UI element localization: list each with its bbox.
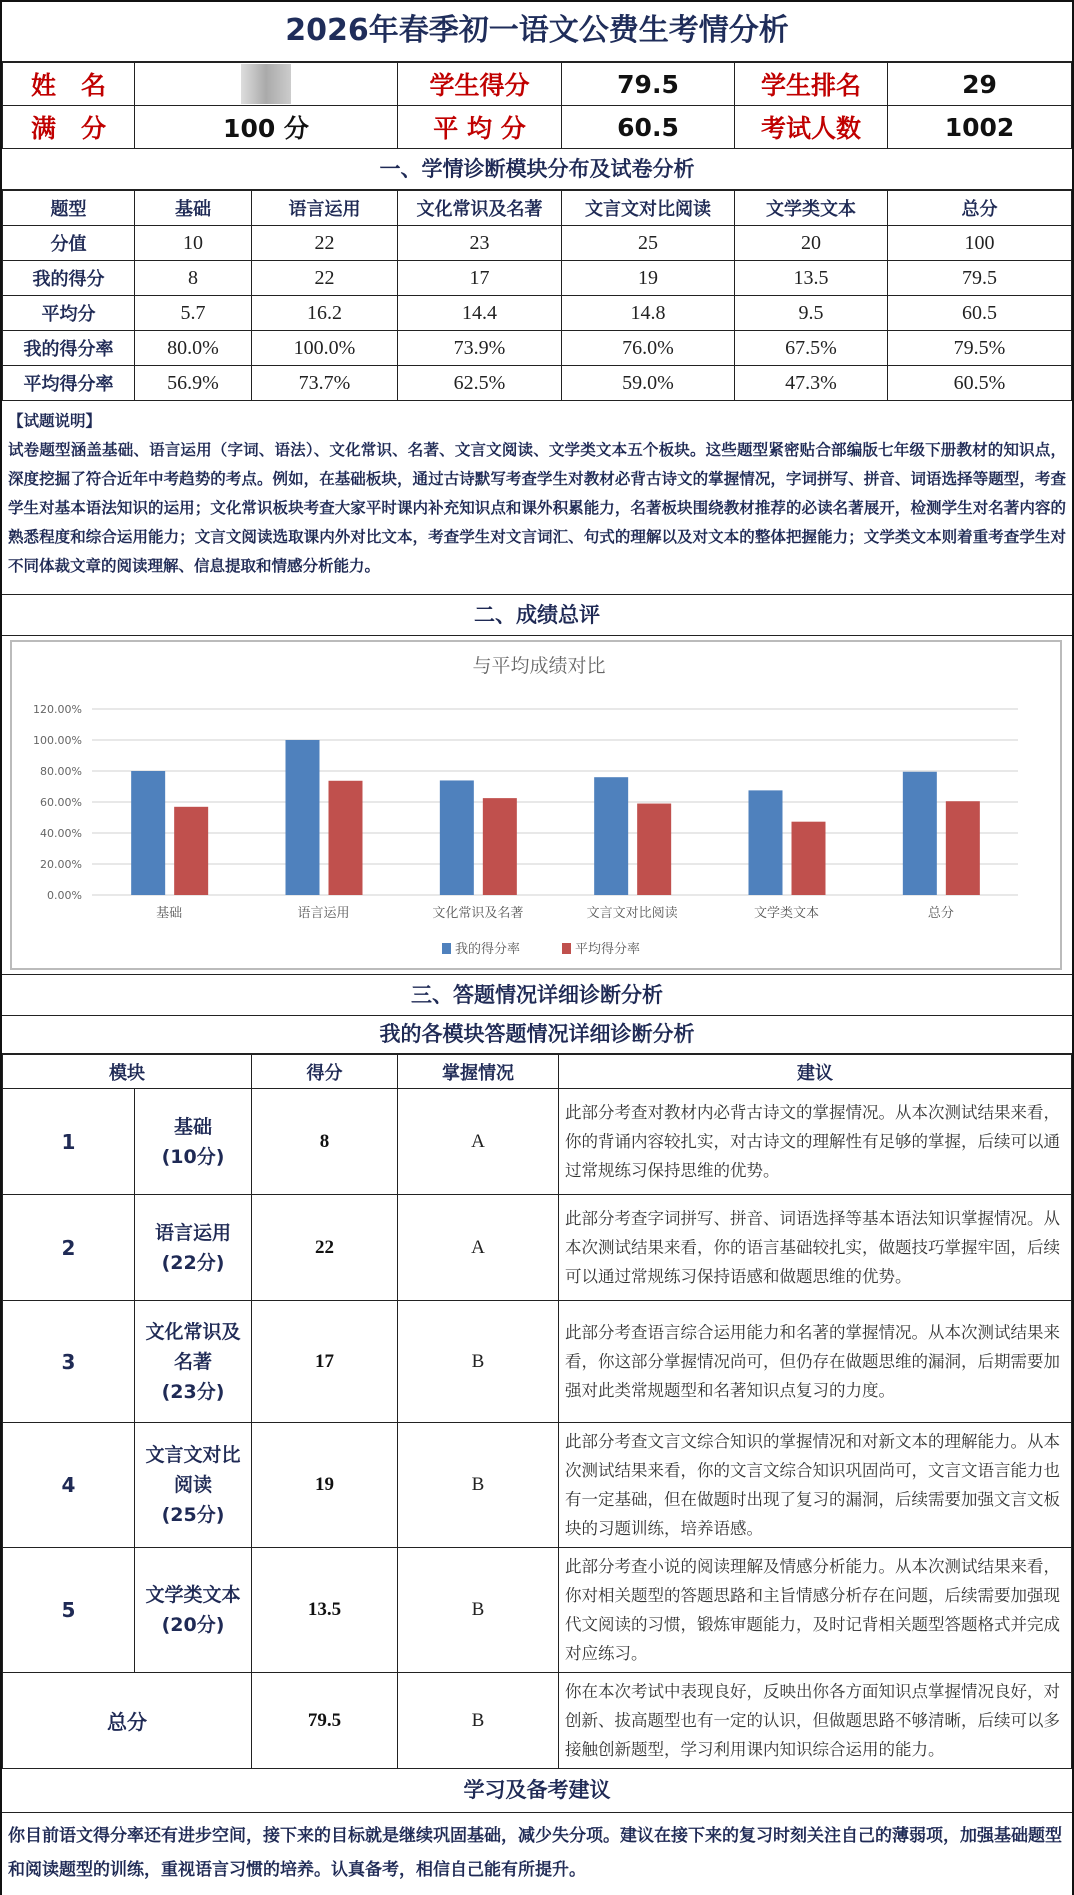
table-cell: 80.0% [135, 331, 252, 366]
module-title: 文学类文本 [145, 1584, 241, 1606]
table-cell: 47.3% [735, 366, 888, 401]
table-cell: 13.5 [735, 261, 888, 296]
name-label: 姓 名 [3, 63, 135, 106]
row-label: 我的得分 [3, 261, 135, 296]
table-row [3, 226, 1072, 261]
total-score: 79.5 [252, 1673, 398, 1769]
student-info-table [2, 62, 1072, 149]
y-tick-label: 120.00% [33, 703, 82, 716]
col-advice: 建议 [559, 1055, 1072, 1089]
col-mastery: 掌握情况 [398, 1055, 559, 1089]
table-row [3, 366, 1072, 401]
module-title: 基础 [173, 1115, 212, 1138]
bar-my-rate [131, 771, 165, 895]
legend-swatch [442, 943, 451, 954]
table-cell: 79.5 [888, 261, 1072, 296]
column-header: 总分 [888, 191, 1072, 226]
table-cell: 19 [562, 261, 735, 296]
row-label: 平均分 [3, 296, 135, 331]
bar-avg-rate [483, 798, 517, 895]
total-grade: B [398, 1673, 559, 1769]
module-full-score: (10分) [161, 1145, 225, 1168]
column-header: 文言文对比阅读 [562, 191, 735, 226]
module-full-score: (22分) [161, 1251, 225, 1274]
legend-label: 平均得分率 [575, 942, 641, 957]
bar-my-rate [903, 772, 937, 895]
column-header: 文化常识及名著 [398, 191, 562, 226]
x-category-label: 基础 [156, 906, 183, 921]
table-cell: 9.5 [735, 296, 888, 331]
study-advice-text: 你目前语文得分率还有进步空间，接下来的目标就是继续巩固基础，减少失分项。建议在接下来的复习时刻关注自己的薄弱项，加强基础题型和阅读题型的训练，重视语言习惯的培养。认真备考，相信自己能有所提升。 [8, 1826, 1062, 1880]
chart-section [2, 636, 1072, 975]
module-row [3, 1089, 1072, 1195]
module-name [135, 1089, 252, 1195]
column-header: 题型 [3, 191, 135, 226]
bar-avg-rate [637, 804, 671, 895]
module-advice: 此部分考查字词拼写、拼音、词语选择等基本语法知识掌握情况。从本次测试结果来看，你的语言基础较扎实，做题技巧掌握牢固，后续可以通过常规练习保持语感和做题思维的优势。 [559, 1195, 1072, 1301]
module-score: 19 [252, 1423, 398, 1548]
table-cell: 23 [398, 226, 562, 261]
table-cell: 79.5% [888, 331, 1072, 366]
module-row [3, 1548, 1072, 1673]
note-title: 【试题说明】 [8, 412, 102, 430]
module-number: 4 [3, 1423, 135, 1548]
bar-avg-rate [329, 781, 363, 895]
module-name [135, 1548, 252, 1673]
column-header: 基础 [135, 191, 252, 226]
detail-diagnosis-table [2, 1054, 1072, 1769]
rank-label: 学生排名 [735, 63, 888, 106]
total-row [3, 1673, 1072, 1769]
table-cell: 62.5% [398, 366, 562, 401]
module-name [135, 1195, 252, 1301]
table-cell: 17 [398, 261, 562, 296]
x-category-label: 文言文对比阅读 [586, 906, 678, 921]
module-number: 1 [3, 1089, 135, 1195]
module-grade: B [398, 1423, 559, 1548]
table-cell: 10 [135, 226, 252, 261]
x-category-label: 总分 [927, 906, 954, 921]
row-label: 我的得分率 [3, 331, 135, 366]
table-cell: 73.9% [398, 331, 562, 366]
section1-heading: 一、学情诊断模块分布及试卷分析 [2, 149, 1072, 190]
col-module: 模块 [3, 1055, 252, 1089]
module-row [3, 1423, 1072, 1548]
section4-heading: 学习及备考建议 [2, 1769, 1072, 1813]
module-score: 13.5 [252, 1548, 398, 1673]
bar-avg-rate [792, 822, 826, 895]
rank-value: 29 [888, 63, 1072, 106]
avg-value: 60.5 [562, 106, 735, 149]
module-row [3, 1195, 1072, 1301]
bar-my-rate [440, 780, 474, 895]
y-tick-label: 100.00% [33, 734, 82, 747]
table-row [3, 296, 1072, 331]
y-tick-label: 80.00% [40, 765, 82, 778]
table-cell: 20 [735, 226, 888, 261]
table-cell: 59.0% [562, 366, 735, 401]
module-number: 3 [3, 1301, 135, 1423]
module-advice: 此部分考查文言文综合知识的掌握情况和对新文本的理解能力。从本次测试结果来看，你的文言文综合知识巩固尚可，文言文语言能力也有一定基础，但在做题时出现了复习的漏洞，后续需要加强文言文板块的习题训练，培养语感。 [559, 1423, 1072, 1548]
module-full-score: (25分) [161, 1504, 225, 1526]
section3-subheading: 我的各模块答题情况详细诊断分析 [2, 1016, 1072, 1054]
table-cell: 60.5% [888, 366, 1072, 401]
table-cell: 14.4 [398, 296, 562, 331]
table-cell: 22 [252, 261, 398, 296]
legend-label: 我的得分率 [455, 942, 521, 957]
module-name [135, 1423, 252, 1548]
bar-my-rate [749, 790, 783, 895]
full-value: 100 分 [135, 106, 398, 149]
module-score: 17 [252, 1301, 398, 1423]
module-title: 语言运用 [154, 1221, 231, 1244]
module-advice: 此部分考查小说的阅读理解及情感分析能力。从本次测试结果来看，你对相关题型的答题思路和主旨情感分析存在问题，后续需要加强现代文阅读的习惯，锻炼审题能力，及时记背相关题型答题格式并完成对应练习。 [559, 1548, 1072, 1673]
section2-heading: 二、成绩总评 [2, 595, 1072, 636]
avg-label: 平 均 分 [398, 106, 562, 149]
module-grade: A [398, 1089, 559, 1195]
report-title: 2026年春季初一语文公费生考情分析 [2, 2, 1072, 62]
module-number: 2 [3, 1195, 135, 1301]
table-row [3, 331, 1072, 366]
score-value: 79.5 [562, 63, 735, 106]
bar-avg-rate [946, 801, 980, 895]
table-cell: 14.8 [562, 296, 735, 331]
col-score: 得分 [252, 1055, 398, 1089]
row-label: 平均得分率 [3, 366, 135, 401]
count-value: 1002 [888, 106, 1072, 149]
chart-frame [10, 640, 1062, 970]
row-label: 分值 [3, 226, 135, 261]
table-cell: 22 [252, 226, 398, 261]
table-cell: 5.7 [135, 296, 252, 331]
name-value [135, 63, 398, 106]
x-category-label: 文学类文本 [753, 906, 820, 921]
section3-heading: 三、答题情况详细诊断分析 [2, 975, 1072, 1016]
total-label: 总分 [3, 1673, 252, 1769]
blur-mask [241, 64, 291, 104]
module-grade: B [398, 1548, 559, 1673]
total-advice: 你在本次考试中表现良好，反映出你各方面知识点掌握情况良好，对创新、拔高题型也有一定的认识，但做题思路不够清晰，后续可以多接触创新题型，学习利用课内知识综合运用的能力。 [559, 1673, 1072, 1769]
module-advice: 此部分考查语言综合运用能力和名著的掌握情况。从本次测试结果来看，你这部分掌握情况尚可，但仍存在做题思维的漏洞，后期需要加强对此类常规题型和名著知识点复习的力度。 [559, 1301, 1072, 1423]
module-title: 文言文对比阅读 [145, 1444, 241, 1496]
module-grade: B [398, 1301, 559, 1423]
x-category-label: 语言运用 [297, 906, 350, 921]
table-cell: 8 [135, 261, 252, 296]
table-cell: 16.2 [252, 296, 398, 331]
module-name [135, 1301, 252, 1423]
table-cell: 60.5 [888, 296, 1072, 331]
table-cell: 100 [888, 226, 1072, 261]
module-score: 8 [252, 1089, 398, 1195]
y-tick-label: 40.00% [40, 827, 82, 840]
module-full-score: (20分) [161, 1614, 225, 1636]
table-cell: 56.9% [135, 366, 252, 401]
exam-note [2, 401, 1072, 595]
table-cell: 73.7% [252, 366, 398, 401]
module-full-score: (23分) [161, 1380, 225, 1403]
score-label: 学生得分 [398, 63, 562, 106]
comparison-bar-chart [2, 638, 1074, 977]
module-distribution-table [2, 190, 1072, 401]
chart-title: 与平均成绩对比 [472, 655, 606, 677]
module-grade: A [398, 1195, 559, 1301]
module-title: 文化常识及名著 [145, 1320, 241, 1373]
module-score: 22 [252, 1195, 398, 1301]
bar-my-rate [594, 777, 628, 895]
table-cell: 25 [562, 226, 735, 261]
table-cell: 100.0% [252, 331, 398, 366]
table-cell: 76.0% [562, 331, 735, 366]
legend-swatch [562, 943, 571, 954]
note-text: 试卷题型涵盖基础、语言运用（字词、语法）、文化常识、名著、文言文阅读、文学类文本五个板块。这些题型紧密贴合部编版七年级下册教材的知识点，深度挖掘了符合近年中考趋势的考点。例如，在基础板块，通过古诗默写考查学生对教材必背古诗文的掌握情况，字词拼写、拼音、词语选择等题型，考查学生对基本语法知识的运用；文化常识板块考查大家平时课内补充知识点和课外积累能力，名著板块围绕教材推荐的必读名著展开，检测学生对名著内容的熟悉程度和综合运用能力；文言文阅读选取课内外对比文本，考查学生对文言词汇、句式的理解以及对文本的整体把握能力；文学类文本则着重考查学生对不同体裁文章的阅读理解、信息提取和情感分析能力。 [8, 441, 1066, 575]
y-tick-label: 20.00% [40, 858, 82, 871]
module-row [3, 1301, 1072, 1423]
full-label: 满 分 [3, 106, 135, 149]
module-number: 5 [3, 1548, 135, 1673]
y-tick-label: 60.00% [40, 796, 82, 809]
column-header: 文学类文本 [735, 191, 888, 226]
y-tick-label: 0.00% [47, 889, 82, 902]
column-header: 语言运用 [252, 191, 398, 226]
module-advice: 此部分考查对教材内必背古诗文的掌握情况。从本次测试结果来看，你的背诵内容较扎实，对古诗文的理解性有足够的掌握，后续可以通过常规练习保持思维的优势。 [559, 1089, 1072, 1195]
x-category-label: 文化常识及名著 [432, 906, 524, 921]
bar-avg-rate [174, 807, 208, 895]
table-cell: 67.5% [735, 331, 888, 366]
table-row [3, 261, 1072, 296]
count-label: 考试人数 [735, 106, 888, 149]
bar-my-rate [286, 740, 320, 895]
